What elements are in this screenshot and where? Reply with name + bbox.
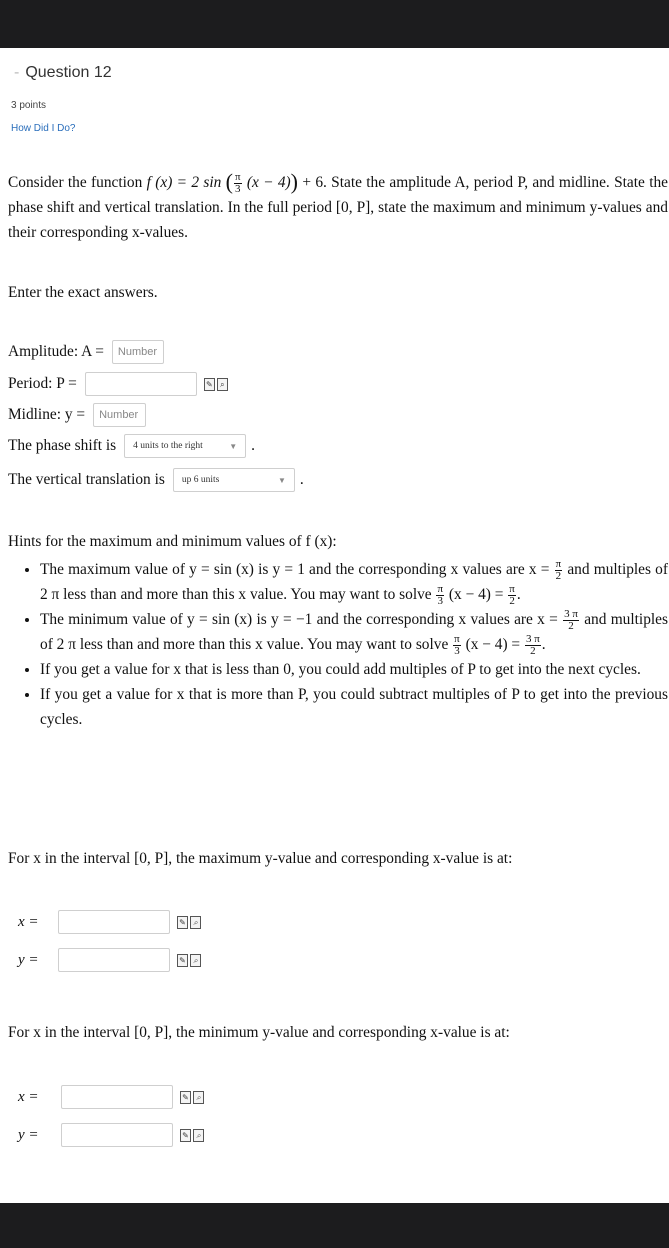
question-title: - Question 12 [14,64,112,81]
points-label: 3 points [11,100,47,111]
amplitude-input[interactable]: Number [112,340,164,364]
caret-down-icon: ▼ [277,475,286,485]
min-y-row: y = ✎ ⌕ [8,1123,204,1147]
hint-more-than-p: • If you get a value for x that is more than P, you could subtract multiples of P to get into the previous cycles. [40,682,668,732]
problem-statement: Consider the function f (x) = 2 sin ( $\frac{\pi}{3}$ (x − 4)) + 6. State the amplitude A, period P, and midline. State the phase shift and vertical translation. In the full period [0, P], state the maximum and minimum y-values and their corresponding x-values. [8,169,668,241]
amplitude-row: Amplitude: A = Number [8,338,164,366]
hint-less-than-zero: • If you get a value for x that is less than 0, you could add multiples of P to get into the next cycles. [40,657,668,682]
preview-icon[interactable]: ⌕ [193,1091,204,1104]
caret-down-icon: ▼ [229,441,238,451]
phase-shift-row: The phase shift is 4 units to the right ▼ . [8,432,255,460]
edit-icon[interactable]: ✎ [180,1091,191,1104]
min-x-input[interactable] [61,1085,173,1109]
period-row: Period: P = ✎ ⌕ [8,370,228,398]
edit-icon[interactable]: ✎ [177,954,188,967]
period-tools [204,378,228,391]
max-x-input[interactable] [58,910,170,934]
period-input[interactable] [85,372,197,396]
min-prompt: For x in the interval [0, P], the minimum y-value and corresponding x-value is at: [8,1024,510,1041]
max-y-row: y = ✎ ⌕ [8,948,201,972]
edit-icon[interactable]: ✎ [177,916,188,929]
min-y-input[interactable] [61,1123,173,1147]
edit-icon[interactable]: ✎ [180,1129,191,1142]
min-x-row: x = ✎ ⌕ [8,1085,204,1109]
phase-shift-select[interactable]: 4 units to the right ▼ [124,434,246,458]
max-y-input[interactable] [58,948,170,972]
preview-icon[interactable]: ⌕ [190,916,201,929]
max-prompt: For x in the interval [0, P], the maximum y-value and corresponding x-value is at: [8,850,513,867]
how-did-i-do-link[interactable]: How Did I Do? [11,123,76,134]
preview-icon[interactable]: ⌕ [193,1129,204,1142]
vertical-translation-select[interactable]: up 6 units ▼ [173,468,295,492]
hints-list [8,557,668,732]
preview-icon[interactable]: ⌕ [217,378,228,391]
edit-icon[interactable]: ✎ [204,378,215,391]
vertical-translation-row: The vertical translation is up 6 units ▼ . [8,466,304,494]
hints-heading: Hints for the maximum and minimum values of f (x): [8,533,337,550]
preview-icon[interactable]: ⌕ [190,954,201,967]
midline-input[interactable]: Number [93,403,146,427]
hint-min: • The minimum value of y = sin (x) is y = −1 and the corresponding x values are x = $\frac{3 \pi}{2}$ and multiples of 2 π less than and more than this x value. You may want to solve $\frac{\pi}{3}$ (x − 4) = $\frac{3 \pi}{2}$ . [40,607,668,657]
max-x-row: x = ✎ ⌕ [8,910,201,934]
bottom-bar [0,1203,669,1248]
fraction: $\frac{\pi}{3}$ [234,170,241,195]
midline-row: Midline: y = Number [8,401,146,429]
hint-max: • The maximum value of y = sin (x) is y = 1 and the corresponding x values are x = $\frac{\pi}{2}$ and multiples of 2 π less than and more than this x value. You may want to solve $\frac{\pi}{3}$ (x − 4) = $\frac{\pi}{2}$ . [40,557,668,607]
enter-exact-note: Enter the exact answers. [8,284,158,301]
top-bar [0,0,669,48]
